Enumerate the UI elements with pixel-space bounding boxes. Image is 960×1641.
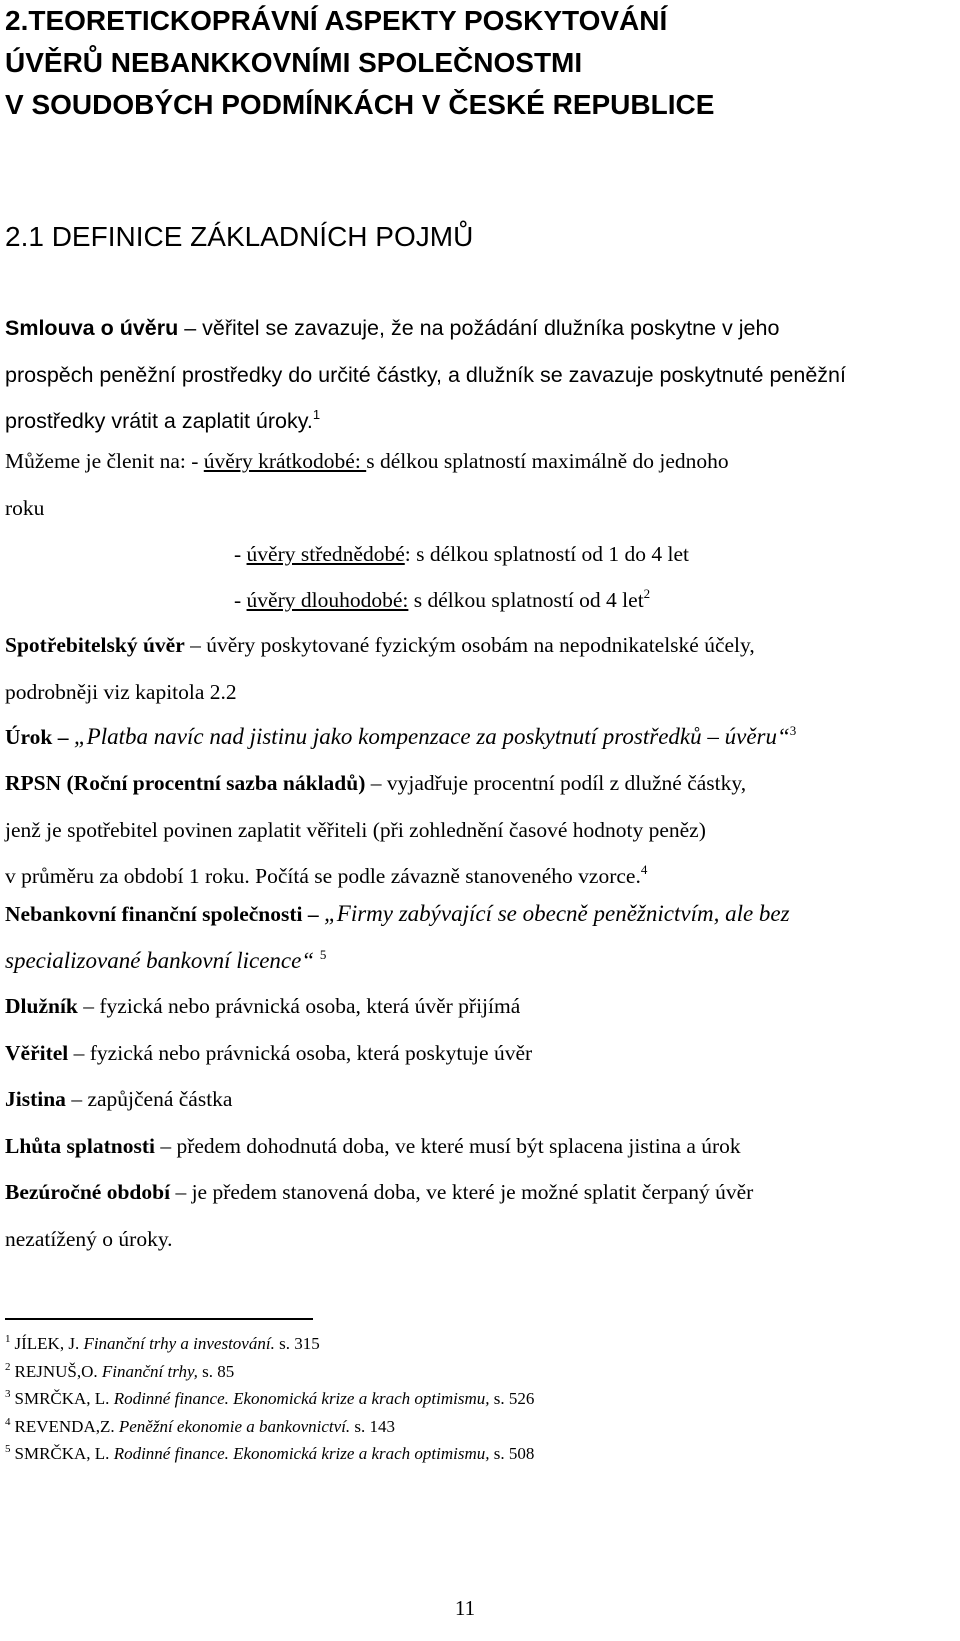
definition-line: Úrok – „Platba navíc nad jistinu jako kompenzace za poskytnutí prostředků – úvěru“$^3$ <box>5 723 797 749</box>
page-number: 11 <box>454 1596 476 1620</box>
definition-smlouva <box>5 305 955 445</box>
footnote-ref: 3 <box>789 723 797 738</box>
category-line: - úvěry střednědobé: s délkou splatností od 1 do 4 let <box>234 542 690 566</box>
definition-term: Dlužník <box>5 994 78 1018</box>
chapter-title-line: ÚVĚRŮ NEBANKKOVNÍMI SPOLEČNOSTMI <box>5 47 583 78</box>
footnote: $^3$ SMRČKA, L. Rodinné finance. Ekonomická krize a krach optimismu, s. 526 <box>5 1388 535 1408</box>
chapter-title <box>5 0 945 126</box>
definition-term: Nebankovní finanční společnosti <box>5 902 303 926</box>
definition-line: Spotřebitelský úvěr – úvěry poskytované fyzickým osobám na nepodnikatelské účely, <box>5 633 755 657</box>
footnote: $^4$ REVENDA,Z. Peněžní ekonomie a bankovnictví. s. 143 <box>5 1415 396 1436</box>
definition-list <box>5 983 955 1262</box>
definition-jistina: Jistina – zapůjčená částka <box>5 1087 233 1111</box>
definition-term: Úrok <box>5 725 53 749</box>
loan-categories <box>5 438 955 531</box>
definition-line: Smlouva o úvěru – věřitel se zavazuje, že na požádání dlužníka poskytne v jeho <box>5 316 780 340</box>
definition-term: RPSN (Roční procentní sazba nákladů) <box>5 771 366 795</box>
definition-line: prostředky vrátit a zaplatit úroky.$^1$ <box>5 407 321 433</box>
definition-term: Smlouva o úvěru <box>5 316 179 340</box>
definition-spotrebitelsky <box>5 622 955 715</box>
footnote: $^2$ REJNUŠ,O. Finanční trhy, s. 85 <box>5 1360 235 1381</box>
definition-line: RPSN (Roční procentní sazba nákladů) – vyjadřuje procentní podíl z dlužné částky, <box>5 771 747 795</box>
definition-nebankovni <box>5 891 955 984</box>
footnote-ref: 1 <box>312 407 321 422</box>
chapter-title-line: 2.TEORETICKOPRÁVNÍ ASPEKTY POSKYTOVÁNÍ <box>5 5 668 36</box>
definition-line: Nebankovní finanční společnosti – „Firmy zabývající se obecně peněžnictvím, ale bez <box>5 901 790 926</box>
definition-line: jenž je spotřebitel povinen zaplatit věřiteli (při zohlednění časové hodnoty peněz) <box>5 817 706 842</box>
definition-term: Jistina <box>5 1087 66 1111</box>
definition-bezurocne: Bezúročné období – je předem stanovená doba, ve které je možné splatit čerpaný úvěr <box>5 1180 754 1204</box>
definition-line: podrobněji viz kapitola 2.2 <box>5 679 237 704</box>
footnote-number: 3 <box>5 1388 11 1400</box>
definition-term: Lhůta splatnosti <box>5 1133 155 1158</box>
definition-line: v průměru za období 1 roku. Počítá se podle závazně stanoveného vzorce.$^4$ <box>5 862 648 888</box>
category-line: roku <box>5 495 45 520</box>
category-label: úvěry dlouhodobé: <box>246 588 409 612</box>
category-label: úvěry krátkodobé: <box>203 449 367 473</box>
definition-line: nezatížený o úroky. <box>5 1226 173 1251</box>
footnote-separator <box>5 1318 313 1320</box>
chapter-title-line: V SOUDOBÝCH PODMÍNKÁCH V ČESKÉ REPUBLICE <box>5 89 715 120</box>
footnote: $^1$ JÍLEK, J. Finanční trhy a investování. s. 315 <box>5 1333 320 1353</box>
definition-term: Spotřebitelský úvěr <box>5 633 185 657</box>
definition-rpsn <box>5 760 955 900</box>
category-line: - úvěry dlouhodobé: s délkou splatností od 4 let$^2$ <box>234 586 651 612</box>
definition-line: specializované bankovní licence“ $^5$ <box>5 946 327 973</box>
footnote-ref: 5 <box>319 946 327 962</box>
footnote-list <box>5 1330 534 1468</box>
category-line: Můžeme je členit na: - úvěry krátkodobé: s délkou splatností maximálně do jednoho <box>5 449 729 473</box>
category-label: úvěry střednědobé <box>246 542 405 566</box>
footnote-number: 1 <box>5 1333 11 1345</box>
definition-term: Věřitel <box>5 1040 69 1065</box>
footnote: $^5$ SMRČKA, L. Rodinné finance. Ekonomická krize a krach optimismu, s. 508 <box>5 1443 535 1463</box>
definition-urok <box>5 714 955 761</box>
footnote-number: 5 <box>5 1443 11 1455</box>
definition-dluznik: Dlužník – fyzická nebo právnická osoba, která úvěr přijímá <box>5 994 521 1018</box>
definition-line: prospěch peněžní prostředky do určité částky, a dlužník se zavazuje poskytnuté peněžní <box>5 362 846 387</box>
definition-lhuta: Lhůta splatnosti – předem dohodnutá doba, ve které musí být splacena jistina a úrok <box>5 1133 741 1158</box>
section-title: 2.1 DEFINICE ZÁKLADNÍCH POJMŮ <box>5 221 474 252</box>
footnote-number: 2 <box>5 1360 11 1373</box>
definition-term: Bezúročné období <box>5 1180 171 1204</box>
footnote-ref: 2 <box>643 586 651 601</box>
footnote-ref: 4 <box>640 862 648 877</box>
definition-veritel: Věřitel – fyzická nebo právnická osoba, která poskytuje úvěr <box>5 1040 533 1065</box>
footnote-number: 4 <box>5 1415 11 1428</box>
